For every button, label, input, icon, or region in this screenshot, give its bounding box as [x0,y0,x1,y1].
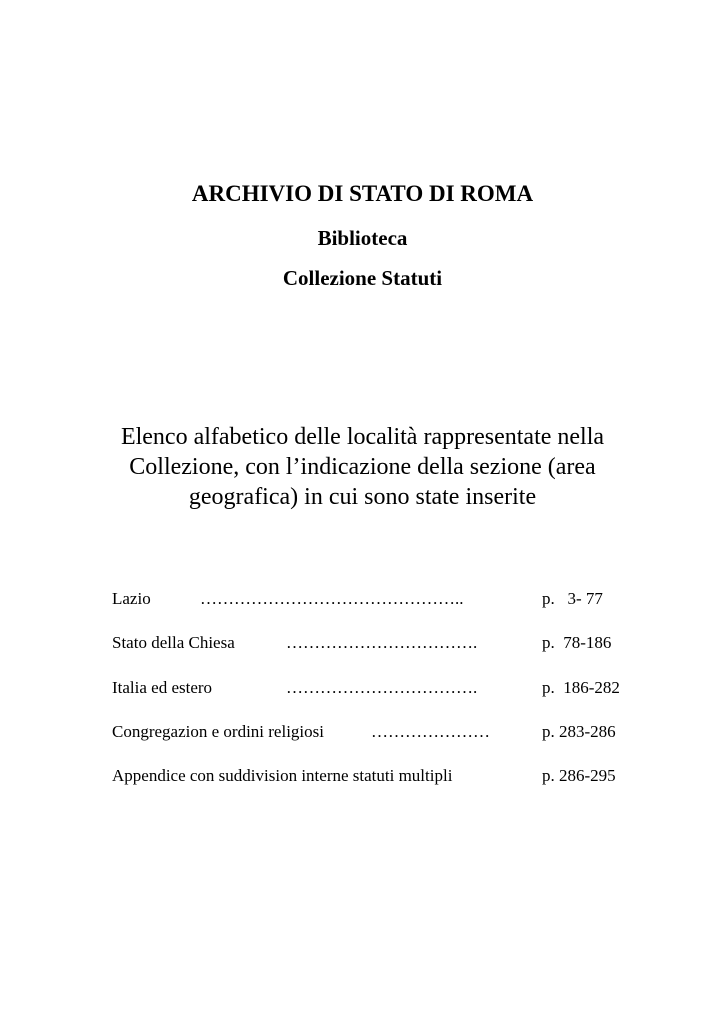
toc-entry-stato-chiesa [0,633,725,657]
toc-entry-leader: ……………………………. [286,633,478,652]
toc-entry-pages: p. 186-282 [542,678,620,697]
toc-entry-label: Congregazion e ordini religiosi [112,722,324,741]
institution-title: ARCHIVIO DI STATO DI ROMA [191,181,534,206]
description-line: Elenco alfabetico delle località rappresentate nella [120,424,605,450]
toc-entry-leader: ………………… [371,722,490,741]
toc-entry-label: Stato della Chiesa [112,633,235,652]
toc-entry-pages: p. 78-186 [542,633,612,652]
department-title: Biblioteca [317,226,408,250]
toc-entry-congregazioni [0,722,725,746]
toc-entry-leader: ……………………………. [286,678,478,697]
description-line: geografica) in cui sono state inserite [188,484,537,510]
toc-entry-appendice [0,766,725,790]
toc-entry-leader: ……………………………………….. [200,589,464,608]
toc-entry-pages: p. 283-286 [542,722,616,741]
toc-entry-pages: p. 286-295 [542,766,616,785]
description-line: Collezione, con l’indicazione della sezione (area [129,454,596,480]
toc-entry-italia-estero [0,678,725,702]
collection-title: Collezione Statuti [282,266,443,290]
description [0,422,725,512]
toc-entry-pages: p. 3- 77 [542,589,603,608]
toc-entry-lazio [0,589,725,613]
toc-entry-label: Lazio [112,589,151,608]
toc-entry-label: Appendice con suddivision interne statuti multipli [112,766,453,785]
toc-entry-label: Italia ed estero [112,678,213,697]
